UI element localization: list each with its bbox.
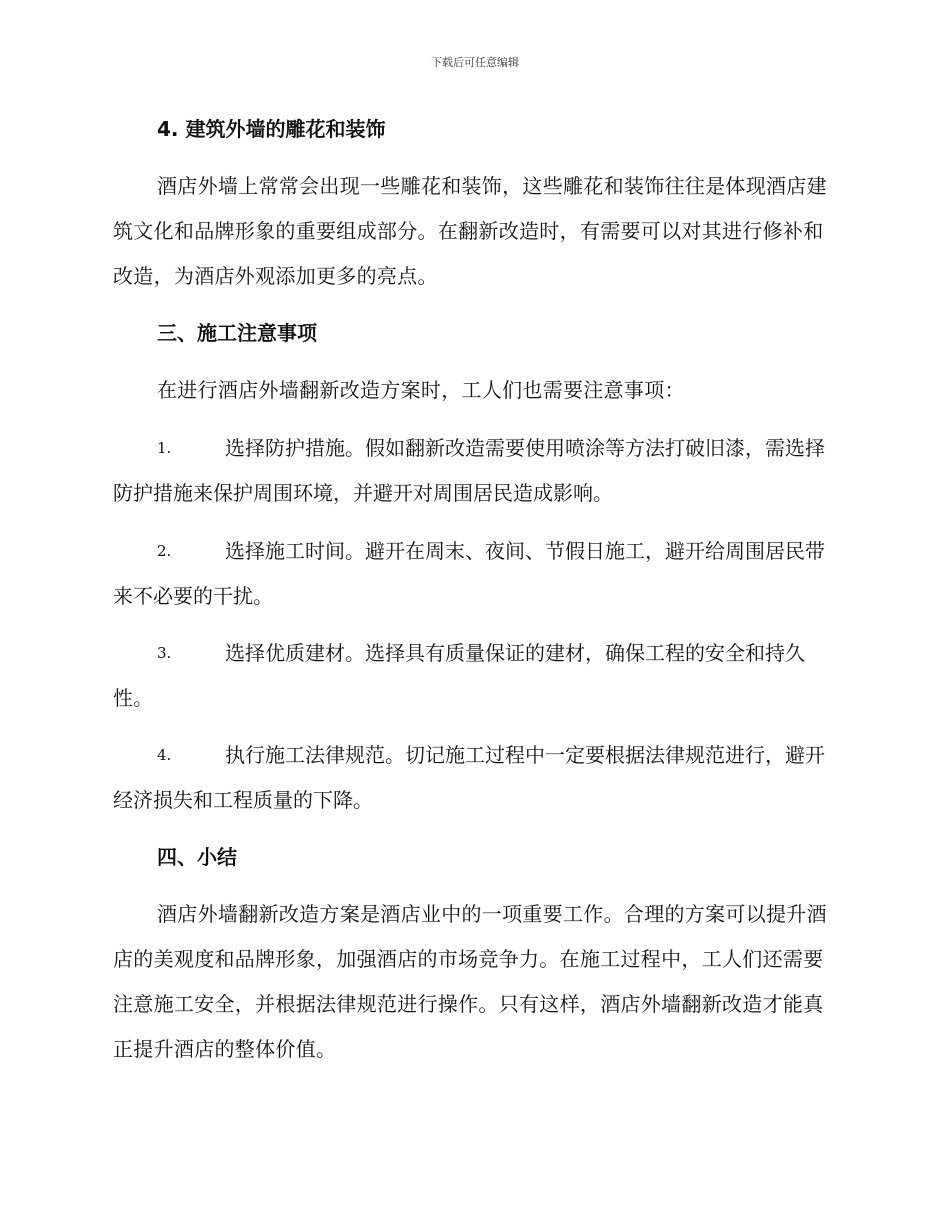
header-note: 下载后可任意编辑 (431, 56, 519, 69)
paragraph-summary (113, 892, 833, 1072)
section-heading-building-decoration: 4. 建筑外墙的雕花和装饰 (157, 117, 386, 141)
list-item-number: 2. (157, 542, 172, 560)
section-heading-summary: 四、小结 (157, 845, 237, 869)
list-item (113, 529, 833, 619)
list-item (113, 426, 833, 516)
paragraph-building-decoration (113, 164, 833, 299)
paragraph-text: 酒店外墙翻新改造方案是酒店业中的一项重要工作。合理的方案可以提升酒店的美观度和品牌形象，加强酒店的市场竞争力。在施工过程中，工人们还需要注意施工安全，并根据法律规范进行操作。只有这样，酒店外墙翻新改造才能真正提升酒店的整体价值。 (113, 902, 827, 1061)
list-item-text: 选择防护措施。假如翻新改造需要使用喷涂等方法打破旧漆，需选择防护措施来保护周围环境，并避开对周围居民造成影响。 (113, 436, 825, 505)
list-item (113, 733, 833, 823)
section-heading-construction-notes: 三、施工注意事项 (157, 321, 317, 345)
list-item-text: 执行施工法律规范。切记施工过程中一定要根据法律规范进行，避开经济损失和工程质量的下降。 (113, 743, 825, 812)
paragraph-text: 在进行酒店外墙翻新改造方案时，工人们也需要注意事项： (157, 378, 685, 402)
list-item (113, 631, 833, 721)
list-item-number: 1. (157, 439, 172, 457)
paragraph-text: 酒店外墙上常常会出现一些雕花和装饰，这些雕花和装饰往往是体现酒店建筑文化和品牌形象的重要组成部分。在翻新改造时，有需要可以对其进行修补和改造，为酒店外观添加更多的亮点。 (113, 174, 827, 288)
list-item-number: 4. (157, 746, 172, 764)
list-item-text: 选择优质建材。选择具有质量保证的建材，确保工程的安全和持久性。 (113, 641, 805, 710)
paragraph-construction-intro (113, 368, 833, 413)
list-item-number: 3. (157, 644, 172, 662)
list-item-text: 选择施工时间。避开在周末、夜间、节假日施工，避开给周围居民带来不必要的干扰。 (113, 539, 825, 608)
